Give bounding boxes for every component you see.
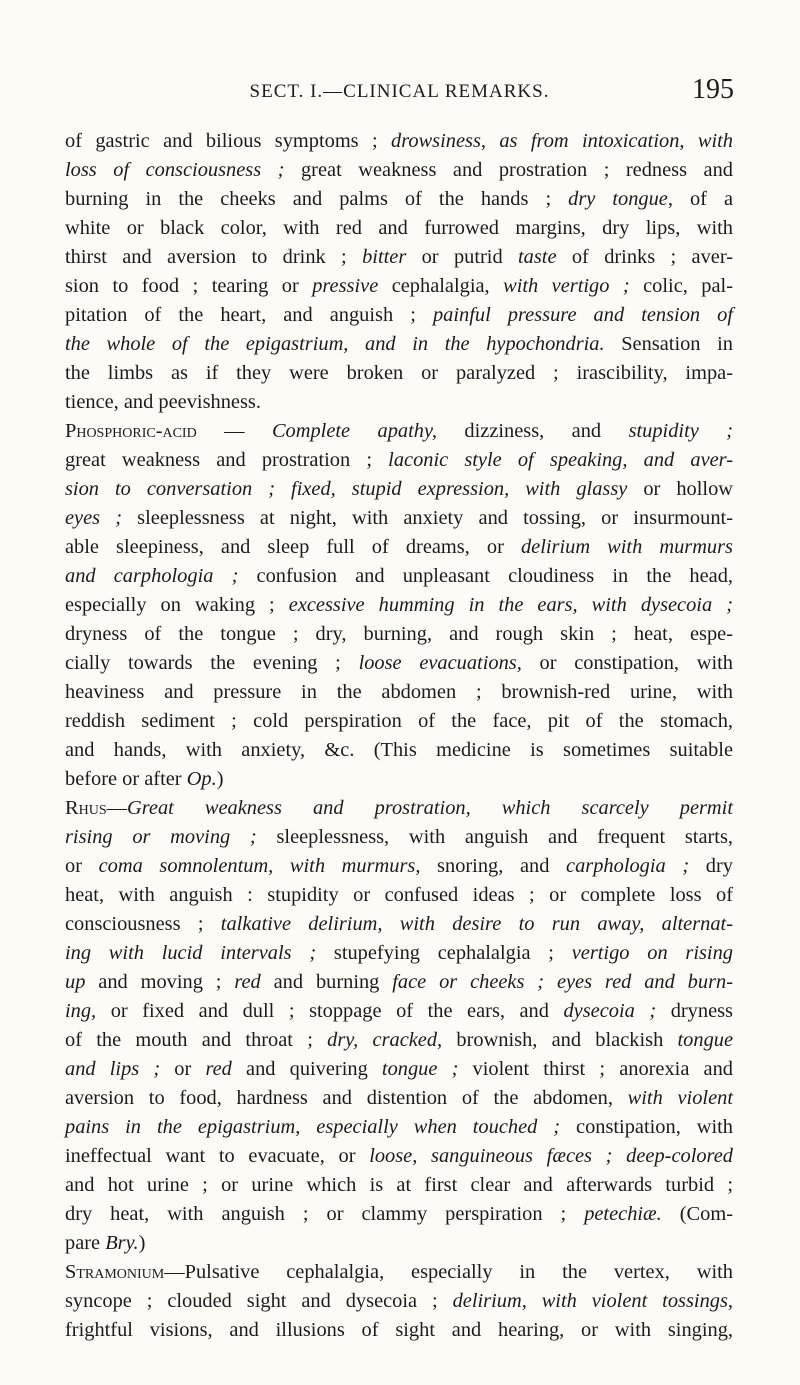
text-line: the limbs as if they were broken or paralyzed ; irascibility, impa- — [65, 362, 733, 384]
text-line: and hands, with anxiety, &c. (This medicine is sometimes suitable — [65, 739, 733, 761]
text-line: pains in the epigastrium, especially when touched ; constipation, with — [65, 1116, 733, 1138]
text-line: Stramonium—Pulsative cephalalgia, especially in the vertex, with — [65, 1261, 733, 1283]
text-line: of gastric and bilious symptoms ; drowsiness, as from intoxication, with — [65, 130, 733, 152]
text-line: ineffectual want to evacuate, or loose, sanguineous fæces ; deep-colored — [65, 1145, 733, 1167]
text-line: syncope ; clouded sight and dysecoia ; delirium, with violent tossings, — [65, 1290, 733, 1312]
page-number: 195 — [692, 74, 734, 105]
text-line: and lips ; or red and quivering tongue ; violent thirst ; anorexia and — [65, 1058, 733, 1080]
text-line: thirst and aversion to drink ; bitter or putrid taste of drinks ; aver- — [65, 246, 733, 268]
text-line: ing with lucid intervals ; stupefying cephalalgia ; vertigo on rising — [65, 942, 733, 964]
text-line: loss of consciousness ; great weakness and prostration ; redness and — [65, 159, 733, 181]
text-line: frightful visions, and illusions of sight and hearing, or with singing, — [65, 1319, 733, 1341]
text-line: the whole of the epigastrium, and in the hypochondria. Sensation in — [65, 333, 733, 355]
text-line: aversion to food, hardness and distention of the abdomen, with violent — [65, 1087, 733, 1109]
text-line: dry heat, with anguish ; or clammy perspiration ; petechiæ. (Com- — [65, 1203, 733, 1225]
running-title: SECT. I.—CLINICAL REMARKS. — [249, 81, 550, 102]
text-line: before or after Op.) — [65, 768, 224, 790]
text-line: rising or moving ; sleeplessness, with anguish and frequent starts, — [65, 826, 733, 848]
body-text — [65, 127, 733, 1345]
text-line: great weakness and prostration ; laconic style of speaking, and aver- — [65, 449, 733, 471]
text-line: reddish sediment ; cold perspiration of the face, pit of the stomach, — [65, 710, 733, 732]
text-line: up and moving ; red and burning face or cheeks ; eyes red and burn- — [65, 971, 733, 993]
text-line: or coma somnolentum, with murmurs, snoring, and carphologia ; dry — [65, 855, 733, 877]
text-line: white or black color, with red and furrowed margins, dry lips, with — [65, 217, 733, 239]
text-line: Phosphoric-acid — Complete apathy, dizziness, and stupidity ; — [65, 420, 734, 442]
text-line: pitation of the heart, and anguish ; painful pressure and tension of — [65, 304, 734, 326]
text-line: eyes ; sleeplessness at night, with anxiety and tossing, or insurmount- — [65, 507, 733, 529]
text-line: cially towards the evening ; loose evacuations, or constipation, with — [65, 652, 733, 674]
running-head — [65, 74, 734, 108]
text-line: especially on waking ; excessive humming in the ears, with dysecoia ; — [65, 594, 733, 616]
text-line: heat, with anguish : stupidity or confused ideas ; or complete loss of — [65, 884, 733, 906]
text-line: Rhus—Great weakness and prostration, which scarcely permit — [65, 797, 733, 819]
text-line: consciousness ; talkative delirium, with desire to run away, alternat- — [65, 913, 733, 935]
text-line: heaviness and pressure in the abdomen ; brownish-red urine, with — [65, 681, 733, 703]
text-line: pare Bry.) — [65, 1232, 146, 1254]
text-line: ing, or fixed and dull ; stoppage of the ears, and dysecoia ; dryness — [65, 1000, 733, 1022]
text-line: dryness of the tongue ; dry, burning, and rough skin ; heat, espe- — [65, 623, 733, 645]
text-line: and carphologia ; confusion and unpleasant cloudiness in the head, — [65, 565, 733, 587]
text-line: of the mouth and throat ; dry, cracked, brownish, and blackish tongue — [65, 1029, 734, 1051]
text-line: sion to conversation ; fixed, stupid expression, with glassy or hollow — [65, 478, 733, 500]
text-line: burning in the cheeks and palms of the hands ; dry tongue, of a — [65, 188, 734, 210]
text-line: tience, and peevishness. — [65, 391, 261, 413]
text-line: able sleepiness, and sleep full of dreams, or delirium with murmurs — [65, 536, 733, 558]
text-line: sion to food ; tearing or pressive cephalalgia, with vertigo ; colic, pal- — [65, 275, 733, 297]
text-line: and hot urine ; or urine which is at first clear and afterwards turbid ; — [65, 1174, 733, 1196]
